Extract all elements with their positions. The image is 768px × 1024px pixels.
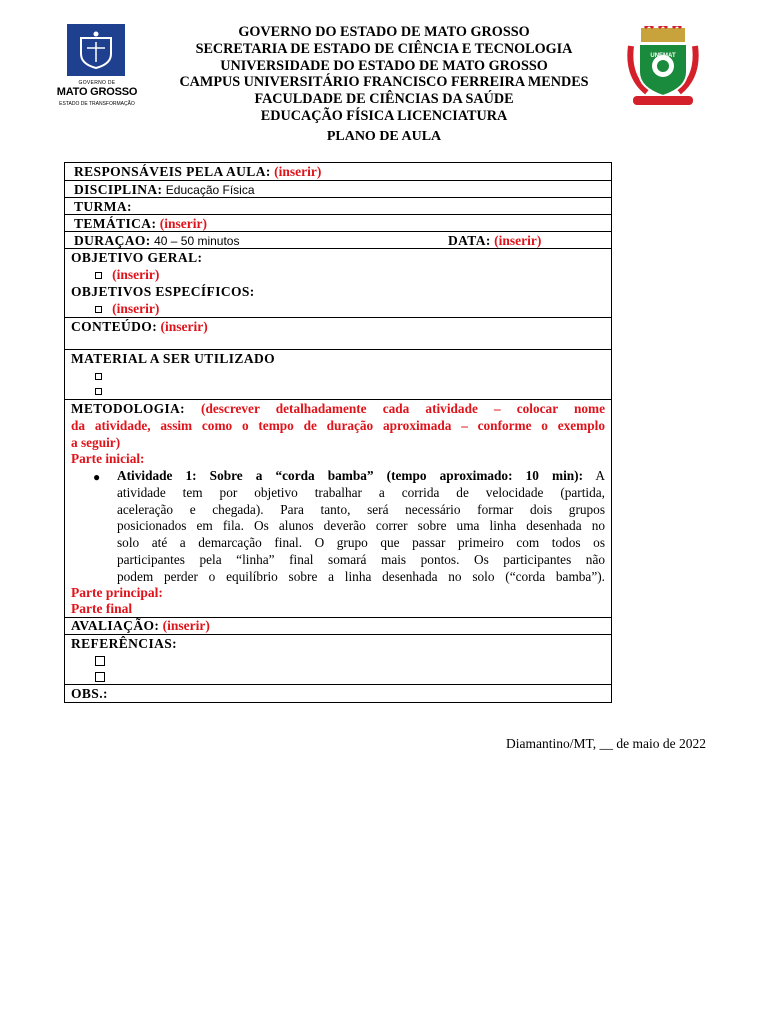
activity-title: Atividade 1: Sobre a “corda bamba” (tempo aproximado: 10 min): (117, 468, 584, 483)
value-conteudo[interactable]: (inserir) (160, 319, 208, 334)
label-data: DATA: (448, 233, 491, 248)
row-tematica (65, 215, 611, 232)
institution-header (140, 24, 628, 125)
row-objetivos (65, 249, 611, 318)
lesson-plan-form (64, 162, 612, 703)
label-duracao: DURAÇAO: (74, 233, 151, 248)
row-responsaveis (65, 163, 611, 181)
label-disciplina: DISCIPLINA: (74, 182, 163, 197)
header-line-4: CAMPUS UNIVERSITÁRIO FRANCISCO FERREIRA MENDES (179, 74, 589, 91)
row-referencias (65, 635, 611, 685)
parte-inicial: Parte inicial: (71, 451, 145, 467)
value-responsaveis[interactable]: (inserir) (274, 164, 322, 179)
activity-line-4: solo até a demarcação final. O grupo que passar primeiro com todos os (117, 535, 605, 551)
objetivo-especifico-item[interactable]: (inserir) (112, 301, 160, 316)
label-tematica: TEMÁTICA: (74, 216, 157, 231)
label-obs: OBS.: (71, 686, 108, 701)
label-responsaveis: RESPONSÁVEIS PELA AULA: (74, 164, 271, 179)
header-line-3: UNIVERSIDADE DO ESTADO DE MATO GROSSO (220, 57, 548, 74)
value-duracao[interactable]: 40 – 50 minutos (154, 234, 240, 248)
label-turma: TURMA: (74, 199, 132, 214)
row-turma (65, 198, 611, 215)
activity-line-6: podem perder o equilíbrio sobre a linha desenhada no solo (“corda bamba”). (117, 568, 605, 584)
metodologia-instruction-3: a seguir) (71, 434, 121, 450)
checkbox-icon[interactable] (95, 672, 105, 682)
header-line-5: FACULDADE DE CIÊNCIAS DA SAÚDE (254, 91, 514, 108)
value-data[interactable]: (inserir) (494, 233, 542, 248)
objetivo-geral-item[interactable]: (inserir) (112, 267, 160, 282)
row-conteudo (65, 318, 611, 350)
checkbox-icon[interactable] (95, 388, 102, 395)
label-metodologia: METODOLOGIA: (71, 401, 185, 416)
checkbox-icon[interactable] (95, 306, 102, 313)
row-duracao-data (65, 232, 611, 249)
label-avaliacao: AVALIAÇÃO: (71, 618, 160, 633)
value-avaliacao[interactable]: (inserir) (162, 618, 210, 633)
place-date: Diamantino/MT, __ de maio de 2022 (506, 736, 706, 751)
unemat-crest-icon (625, 26, 701, 110)
value-tematica[interactable]: (inserir) (159, 216, 207, 231)
logo-main-text: MATO GROSSO (56, 86, 138, 98)
checkbox-icon[interactable] (95, 272, 102, 279)
mato-grosso-logo (52, 24, 142, 110)
parte-principal: Parte principal: (71, 585, 163, 600)
unemat-logo (625, 26, 701, 110)
row-disciplina (65, 181, 611, 198)
unemat-name: UNEMAT (650, 53, 676, 59)
activity-line-1: atividade tem por objetivo trabalhar a corrida de velocidade (partida, (117, 484, 605, 500)
parte-final: Parte final (71, 601, 133, 616)
row-material (65, 350, 611, 400)
activity-line-5: participantes pela “linha” final somará mais pontos. Os participantes não (117, 551, 605, 567)
row-obs (65, 685, 611, 703)
header-line-1: GOVERNO DO ESTADO DE MATO GROSSO (238, 24, 530, 40)
activity-text-first: A (595, 468, 605, 483)
checkbox-icon[interactable] (95, 373, 102, 380)
mato-grosso-emblem-icon (67, 24, 125, 76)
metodologia-instruction-1: (descrever detalhadamente cada atividade – colocar nome (201, 401, 606, 416)
row-avaliacao (65, 618, 611, 635)
row-metodologia (65, 400, 611, 618)
metodologia-instruction-2: da atividade, assim como o tempo de duração aproximada – conforme o exemplo (71, 417, 605, 433)
value-disciplina[interactable]: Educação Física (165, 183, 255, 197)
label-referencias: REFERÊNCIAS: (71, 636, 178, 651)
bullet-icon: ● (93, 470, 101, 484)
label-material: MATERIAL A SER UTILIZADO (71, 351, 276, 366)
plan-title: PLANO DE AULA (326, 129, 442, 144)
header-line-2: SECRETARIA DE ESTADO DE CIÊNCIA E TECNOLOGIA (195, 40, 573, 57)
activity-line-2: aceleração e chegada). Para tanto, será necessário formar dois grupos (117, 501, 605, 517)
activity-line-3: posicionados em fila. Os alunos deverão correr sobre uma linha desenhada no (117, 518, 605, 534)
logo-sub-top: GOVERNO DE (78, 80, 116, 86)
metodologia-block (71, 401, 605, 468)
logo-sub-bottom: ESTADO DE TRANSFORMAÇÃO (59, 101, 135, 107)
label-conteudo: CONTEÚDO: (71, 319, 158, 334)
header-line-6: EDUCAÇÃO FÍSICA LICENCIATURA (260, 107, 508, 124)
checkbox-icon[interactable] (95, 656, 105, 666)
activity-block (117, 468, 605, 586)
label-objetivos-especificos: OBJETIVOS ESPECÍFICOS: (71, 284, 255, 299)
label-objetivo-geral: OBJETIVO GERAL: (71, 250, 203, 265)
